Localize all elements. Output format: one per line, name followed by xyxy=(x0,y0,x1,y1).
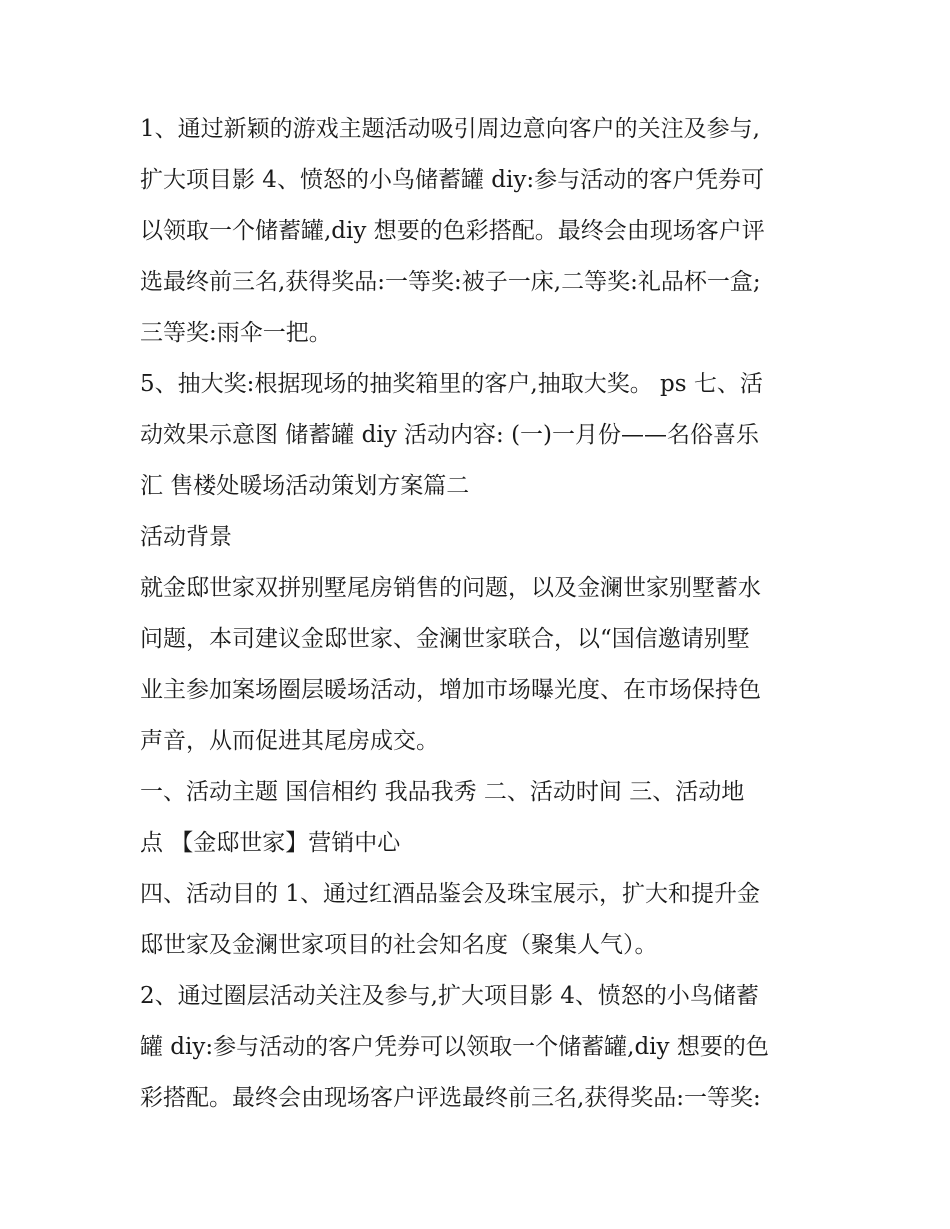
text-line: 选最终前三名,获得奖品:一等奖:被子一床,二等奖:礼品杯一盒; xyxy=(140,269,761,295)
text-line: 5、抽大奖:根据现场的抽奖箱里的客户,抽取大奖。 ps 七、活 xyxy=(140,371,763,397)
text-line: 业主参加案场圈层暖场活动，增加市场曝光度、在市场保持色 xyxy=(140,677,761,703)
text-line: 三等奖:雨伞一把。 xyxy=(140,320,332,346)
text-line: 汇 售楼处暖场活动策划方案篇二 xyxy=(140,473,470,499)
text-line: 声音，从而促进其尾房成交。 xyxy=(140,728,439,754)
text-line: 动效果示意图 储蓄罐 diy 活动内容: (一)一月份——名俗喜乐 xyxy=(140,422,760,448)
text-line: 罐 diy:参与活动的客户凭券可以领取一个储蓄罐,diy 想要的色 xyxy=(140,1034,769,1060)
text-line: 就金邸世家双拼别墅尾房销售的问题，以及金澜世家别墅蓄水 xyxy=(140,575,761,601)
text-line: 问题，本司建议金邸世家、金澜世家联合，以“国信邀请别墅 xyxy=(140,626,750,652)
text-line: 以领取一个储蓄罐,diy 想要的色彩搭配。最终会由现场客户评 xyxy=(140,218,765,244)
text-line: 邸世家及金澜世家项目的社会知名度（聚集人气）。 xyxy=(140,932,658,958)
document-body xyxy=(140,104,812,1124)
text-line: 四、活动目的 1、通过红酒品鉴会及珠宝展示，扩大和提升金 xyxy=(140,881,760,907)
section-heading: 活动背景 xyxy=(140,524,232,550)
text-line: 点 【金邸世家】营销中心 xyxy=(140,830,401,856)
text-line: 2、通过圈层活动关注及参与,扩大项目影 4、愤怒的小鸟储蓄 xyxy=(140,983,759,1009)
text-line: 1、通过新颖的游戏主题活动吸引周边意向客户的关注及参与, xyxy=(140,116,760,142)
text-line: 彩搭配。最终会由现场客户评选最终前三名,获得奖品:一等奖: xyxy=(140,1085,761,1111)
text-line: 一、活动主题 国信相约 我品我秀 二、活动时间 三、活动地 xyxy=(140,779,745,805)
text-line: 扩大项目影 4、愤怒的小鸟储蓄罐 diy:参与活动的客户凭券可 xyxy=(140,167,765,193)
